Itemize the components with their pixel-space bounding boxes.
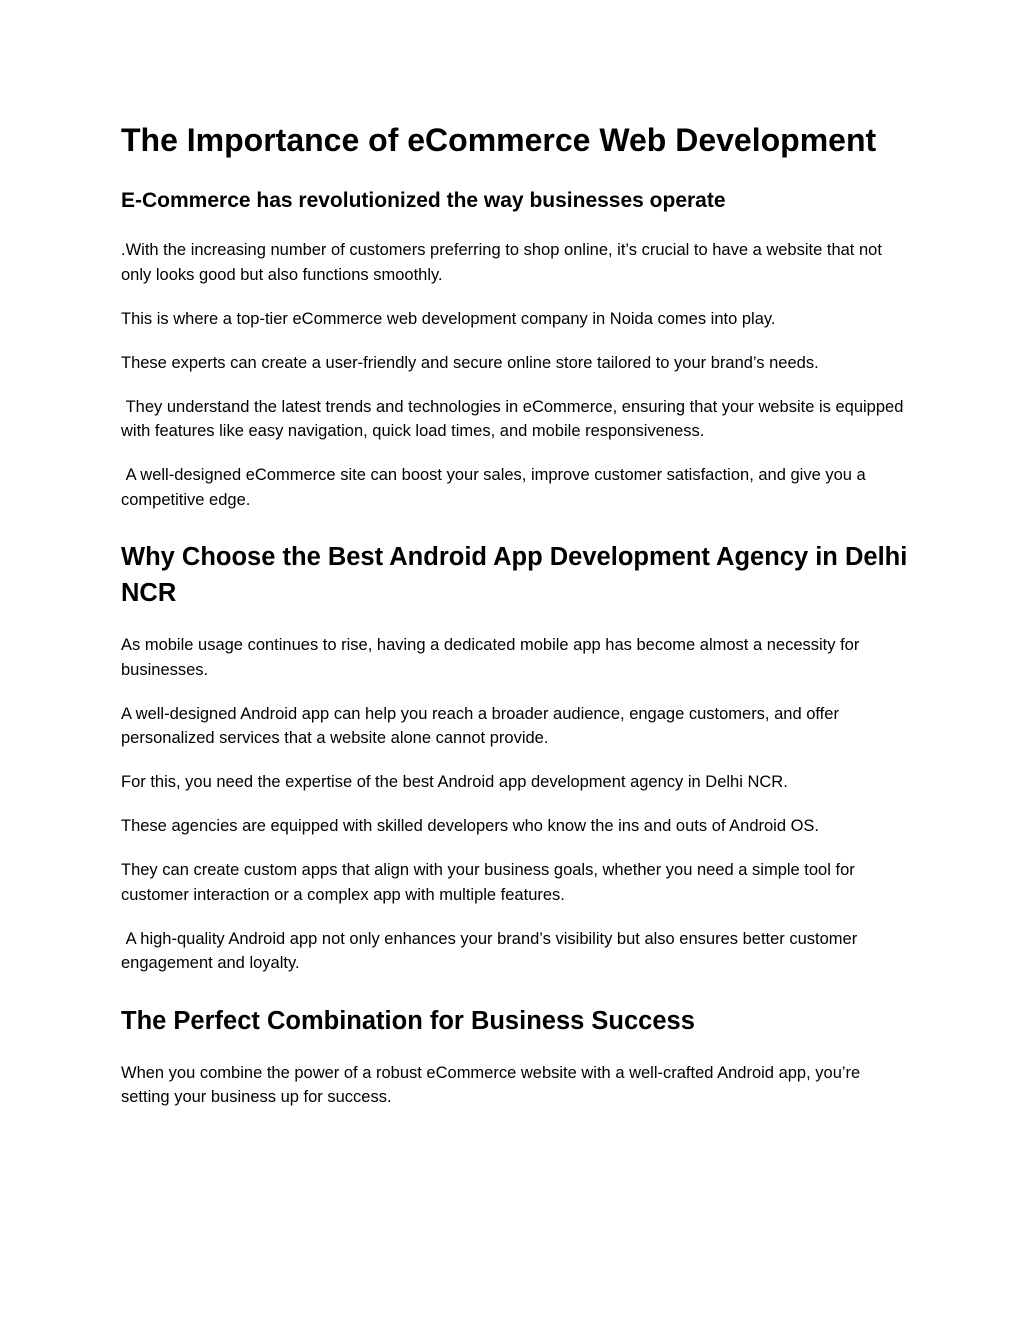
paragraph: They can create custom apps that align with your business goals, whether you need a simple tool for customer interaction or a complex app with multiple features. <box>121 861 855 904</box>
section-heading-android: Why Choose the Best Android App Development Agency in Delhi NCR <box>121 543 908 607</box>
paragraph: These agencies are equipped with skilled developers who know the ins and outs of Android OS. <box>121 817 820 835</box>
document-title: The Importance of eCommerce Web Development <box>121 122 877 158</box>
document-page <box>121 118 911 1110</box>
paragraph: These experts can create a user-friendly and secure online store tailored to your brand’s needs. <box>121 353 819 372</box>
paragraph: This is where a top-tier eCommerce web development company in Noida comes into play. <box>121 309 776 328</box>
paragraph: A well-designed eCommerce site can boost your sales, improve customer satisfaction, and give you a competitive edge. <box>121 466 871 509</box>
section-heading-combination: The Perfect Combination for Business Success <box>121 1006 695 1035</box>
paragraph: .With the increasing number of customers preferring to shop online, it’s crucial to have a website that not only looks good but also functions smoothly. <box>121 241 882 284</box>
paragraph: As mobile usage continues to rise, having a dedicated mobile app has become almost a necessity for businesses. <box>121 636 860 679</box>
paragraph: A high-quality Android app not only enhances your brand’s visibility but also ensures better customer engagement and loyalty. <box>121 929 862 972</box>
paragraph: When you combine the power of a robust eCommerce website with a well-crafted Android app, you’re setting your business up for success. <box>121 1063 861 1106</box>
paragraph: They understand the latest trends and technologies in eCommerce, ensuring that your website is equipped with features like easy navigation, quick load times, and mobile responsiveness. <box>121 397 908 440</box>
paragraph: For this, you need the expertise of the best Android app development agency in Delhi NCR. <box>121 773 788 791</box>
section-heading-ecommerce: E-Commerce has revolutionized the way businesses operate <box>121 189 726 212</box>
paragraph: A well-designed Android app can help you reach a broader audience, engage customers, and offer personalized services that a website alone cannot provide. <box>121 704 839 747</box>
